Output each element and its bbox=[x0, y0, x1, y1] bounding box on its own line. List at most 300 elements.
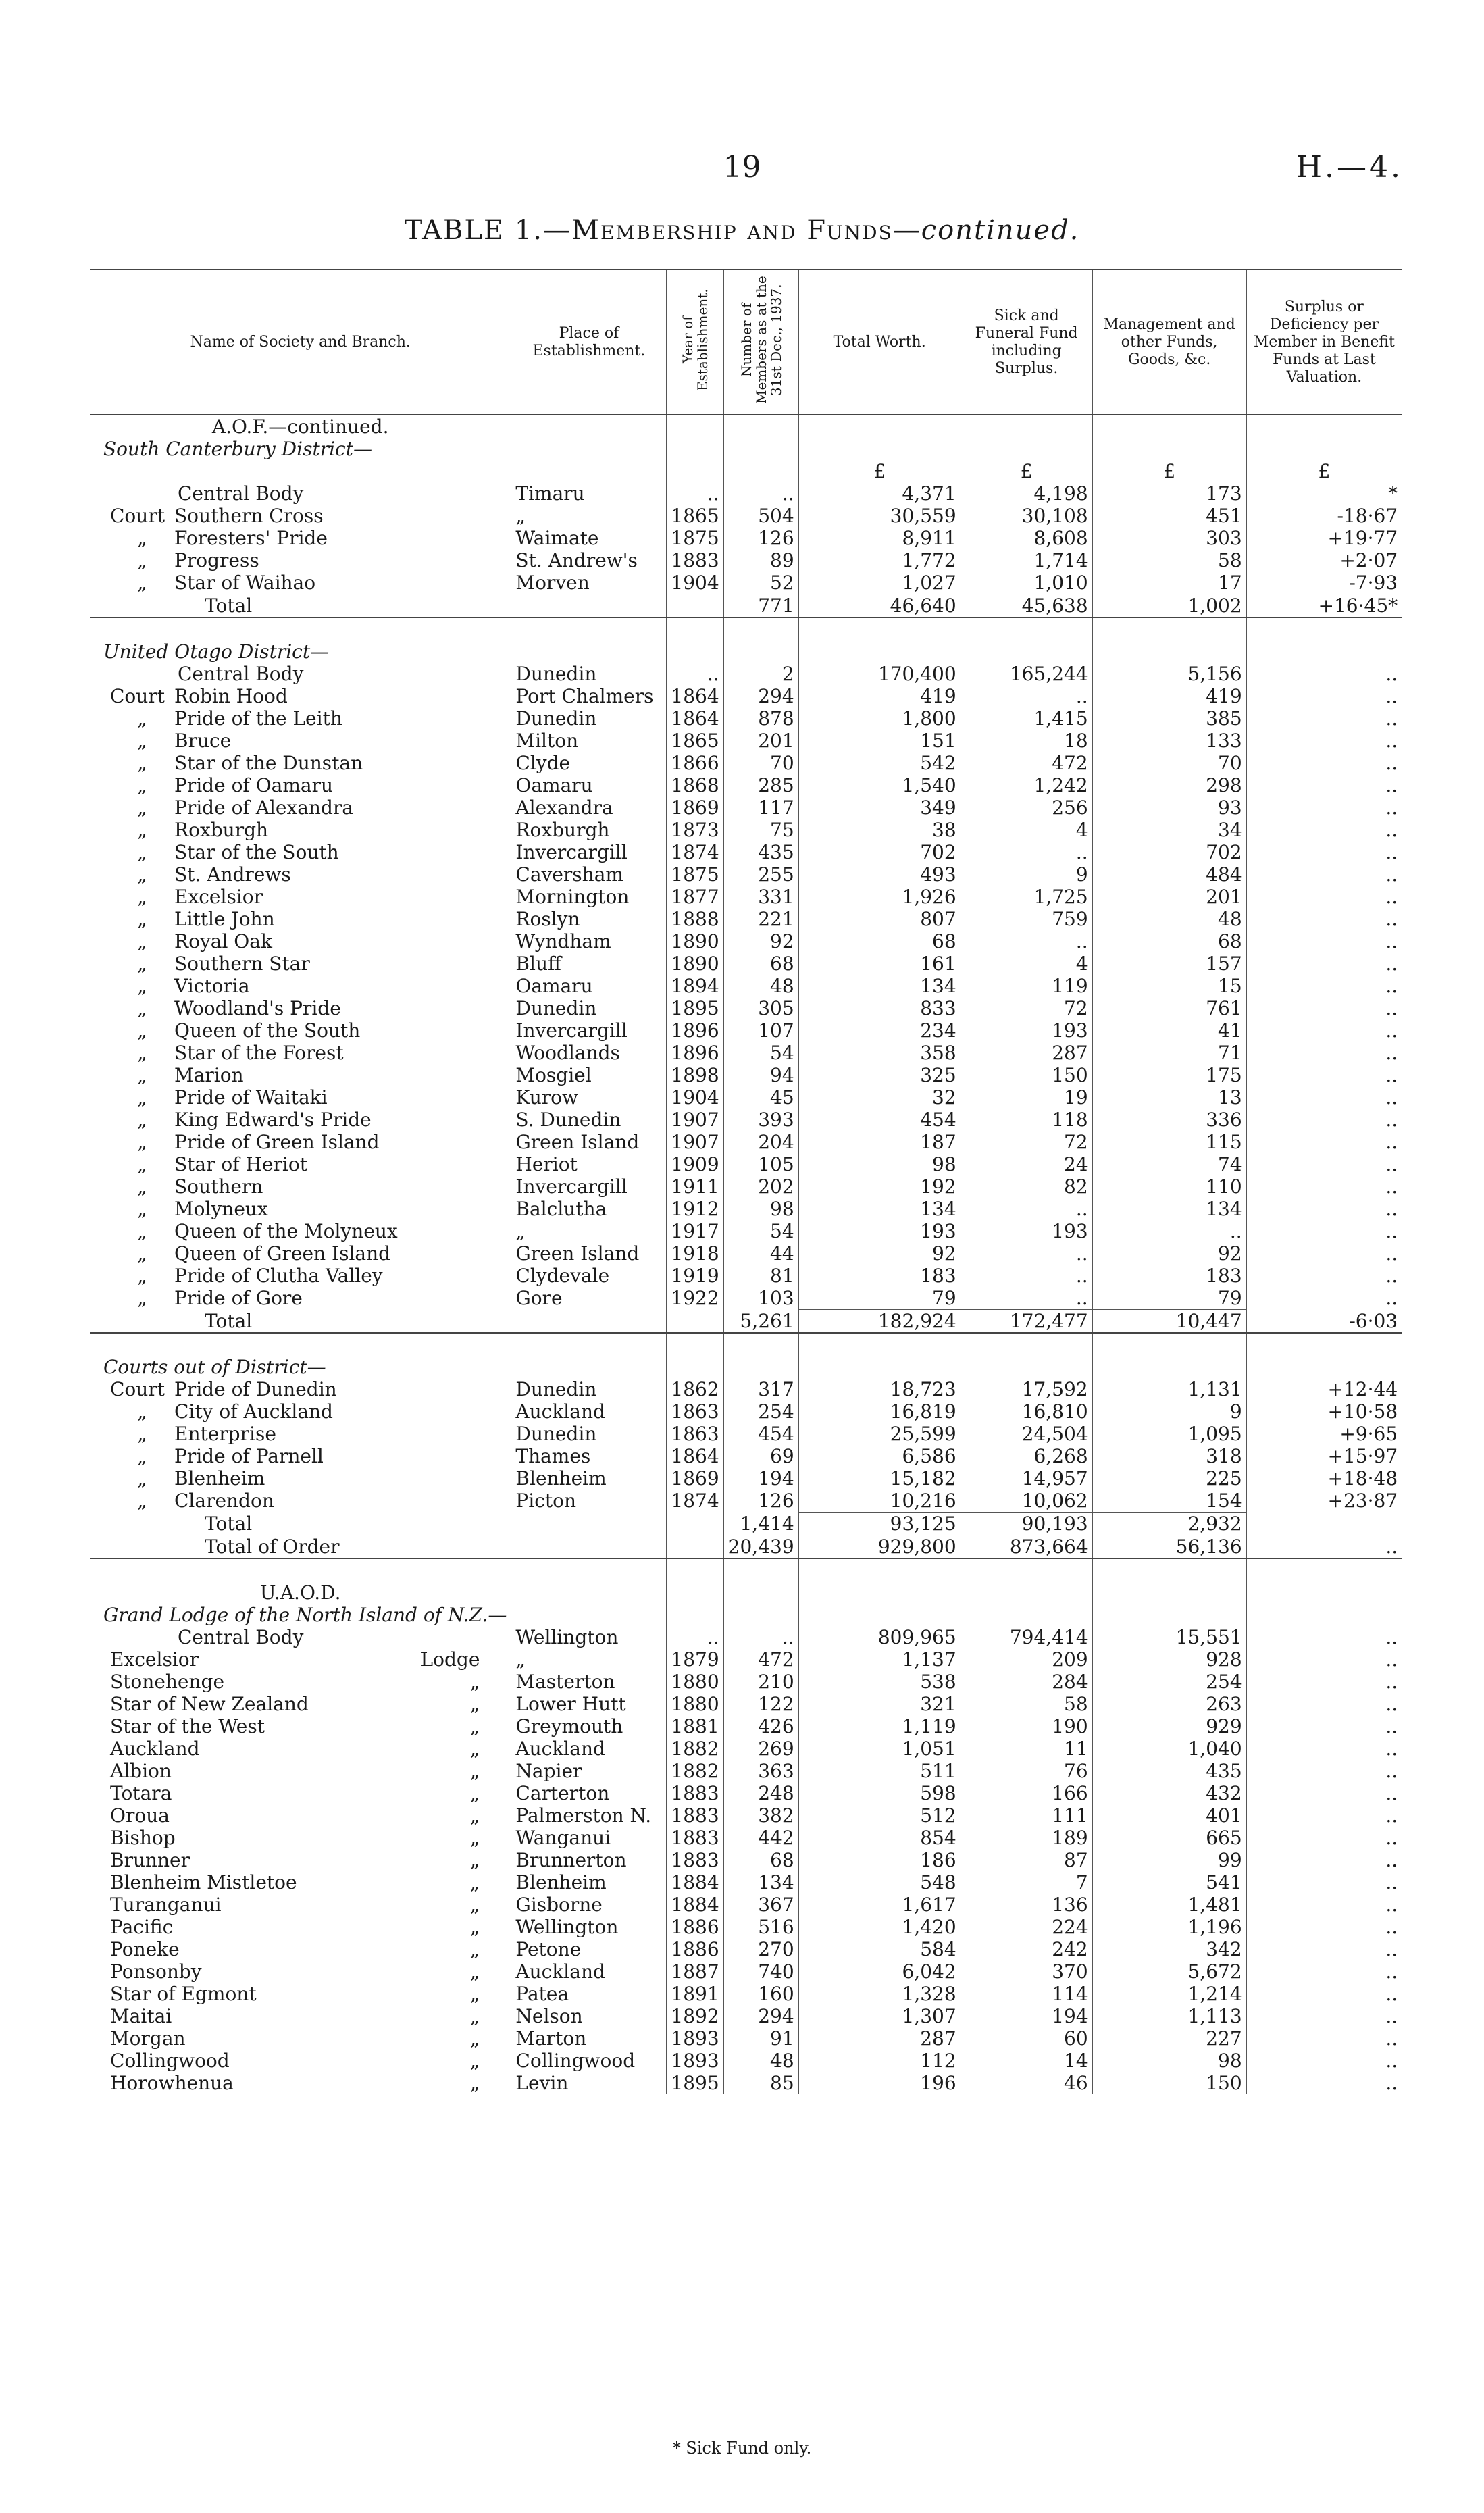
branch-name: Poneke bbox=[110, 1938, 180, 1960]
surplus-cell: .. bbox=[1246, 908, 1402, 930]
management-cell: 5,156 bbox=[1092, 663, 1246, 685]
table-row bbox=[90, 1871, 1402, 1894]
table-title-main: TABLE 1.—Membership and Funds— bbox=[404, 215, 921, 246]
year-cell: 1918 bbox=[667, 1242, 723, 1265]
members-cell: 117 bbox=[723, 796, 798, 819]
branch-prefix: „ bbox=[137, 997, 147, 1019]
empty-cell bbox=[1246, 617, 1402, 640]
surplus-cell: .. bbox=[1246, 1042, 1402, 1064]
page-reference: H.—4. bbox=[1296, 150, 1403, 184]
place-cell: Palmerston N. bbox=[511, 1804, 667, 1827]
empty-cell bbox=[667, 1581, 723, 1604]
branch-suffix: „ bbox=[469, 1871, 480, 1894]
members-cell: 254 bbox=[723, 1400, 798, 1423]
branch-name: Blenheim Mistletoe bbox=[110, 1871, 297, 1894]
branch-name: St. Andrews bbox=[174, 863, 291, 886]
surplus-cell: .. bbox=[1246, 1804, 1402, 1827]
currency-row bbox=[90, 460, 1402, 482]
table-row bbox=[90, 2005, 1402, 2027]
worth-cell: 15,182 bbox=[798, 1467, 961, 1490]
table-row bbox=[90, 663, 1402, 685]
table-row bbox=[90, 819, 1402, 841]
sick-fund-cell: 1,242 bbox=[961, 774, 1092, 796]
surplus-cell: .. bbox=[1246, 1626, 1402, 1648]
branch-name: Maitai bbox=[110, 2005, 172, 2027]
sick-fund-cell: 370 bbox=[961, 1960, 1092, 1983]
table-row bbox=[90, 1737, 1402, 1760]
table-row bbox=[90, 1042, 1402, 1064]
branch-name-cell bbox=[90, 1086, 511, 1109]
total-members: 771 bbox=[723, 594, 798, 618]
year-cell: 1886 bbox=[667, 1938, 723, 1960]
members-cell: 2 bbox=[723, 663, 798, 685]
empty-cell bbox=[90, 617, 511, 640]
empty-cell bbox=[1092, 1558, 1246, 1581]
place-cell: Oamaru bbox=[511, 975, 667, 997]
branch-prefix: „ bbox=[137, 1064, 147, 1086]
table-row bbox=[90, 930, 1402, 953]
worth-cell: 325 bbox=[798, 1064, 961, 1086]
branch-name-cell bbox=[90, 1220, 511, 1242]
members-cell: 44 bbox=[723, 1242, 798, 1265]
members-cell: 255 bbox=[723, 863, 798, 886]
header-worth: Total Worth. bbox=[798, 270, 961, 415]
surplus-cell: +18·48 bbox=[1246, 1467, 1402, 1490]
branch-name: Star of the Forest bbox=[174, 1042, 344, 1064]
members-cell: .. bbox=[723, 482, 798, 505]
worth-cell: 809,965 bbox=[798, 1626, 961, 1648]
year-cell: 1909 bbox=[667, 1153, 723, 1175]
year-cell: 1907 bbox=[667, 1109, 723, 1131]
management-cell: 115 bbox=[1092, 1131, 1246, 1153]
sick-fund-cell: 30,108 bbox=[961, 505, 1092, 527]
branch-name-cell bbox=[90, 953, 511, 975]
empty-cell bbox=[511, 640, 667, 663]
branch-name-cell bbox=[90, 1378, 511, 1400]
year-cell: 1890 bbox=[667, 930, 723, 953]
place-cell: Brunnerton bbox=[511, 1849, 667, 1871]
sick-fund-cell: 72 bbox=[961, 997, 1092, 1019]
management-cell: 9 bbox=[1092, 1400, 1246, 1423]
branch-prefix: „ bbox=[137, 1175, 147, 1198]
branch-name-cell bbox=[90, 1423, 511, 1445]
sick-fund-cell: 17,592 bbox=[961, 1378, 1092, 1400]
branch-suffix: „ bbox=[469, 1938, 480, 1960]
table-row bbox=[90, 1916, 1402, 1938]
management-cell: 150 bbox=[1092, 2072, 1246, 2094]
year-cell: 1881 bbox=[667, 1715, 723, 1737]
management-cell: 1,040 bbox=[1092, 1737, 1246, 1760]
table-row bbox=[90, 796, 1402, 819]
branch-name: Southern Star bbox=[174, 953, 310, 975]
empty-cell bbox=[961, 1356, 1092, 1378]
table-row bbox=[90, 1109, 1402, 1131]
surplus-cell: .. bbox=[1246, 1760, 1402, 1782]
worth-cell: 548 bbox=[798, 1871, 961, 1894]
worth-cell: 98 bbox=[798, 1153, 961, 1175]
place-cell: Roxburgh bbox=[511, 819, 667, 841]
branch-name: Enterprise bbox=[174, 1423, 276, 1445]
branch-name: Little John bbox=[174, 908, 275, 930]
branch-prefix: Court bbox=[110, 685, 165, 707]
branch-prefix: „ bbox=[137, 1423, 147, 1445]
empty-cell bbox=[961, 1581, 1092, 1604]
table-row bbox=[90, 1287, 1402, 1310]
place-cell: Picton bbox=[511, 1490, 667, 1513]
place-cell: Dunedin bbox=[511, 707, 667, 730]
total-label: Total bbox=[205, 1513, 253, 1535]
branch-name: Pride of Alexandra bbox=[174, 796, 353, 819]
branch-name-cell bbox=[90, 1287, 511, 1310]
members-cell: 68 bbox=[723, 953, 798, 975]
members-cell: 382 bbox=[723, 1804, 798, 1827]
empty-cell bbox=[667, 1333, 723, 1356]
branch-prefix: „ bbox=[137, 774, 147, 796]
worth-cell: 92 bbox=[798, 1242, 961, 1265]
management-cell: 154 bbox=[1092, 1490, 1246, 1513]
worth-cell: 187 bbox=[798, 1131, 961, 1153]
total-sick-fund: 45,638 bbox=[961, 594, 1092, 618]
year-cell: 1917 bbox=[667, 1220, 723, 1242]
sick-fund-cell: 242 bbox=[961, 1938, 1092, 1960]
empty-cell bbox=[798, 1581, 961, 1604]
sick-fund-cell: 82 bbox=[961, 1175, 1092, 1198]
sick-fund-cell: 24,504 bbox=[961, 1423, 1092, 1445]
empty-cell bbox=[1092, 1356, 1246, 1378]
table-row bbox=[90, 505, 1402, 527]
surplus-cell: .. bbox=[1246, 1086, 1402, 1109]
members-cell: 105 bbox=[723, 1153, 798, 1175]
section-subheading: Courts out of District— bbox=[103, 1356, 326, 1378]
sick-fund-cell: 11 bbox=[961, 1737, 1092, 1760]
table-row bbox=[90, 841, 1402, 863]
surplus-cell: +9·65 bbox=[1246, 1423, 1402, 1445]
surplus-cell: .. bbox=[1246, 953, 1402, 975]
table-row bbox=[90, 1782, 1402, 1804]
branch-prefix: Court bbox=[110, 505, 165, 527]
sick-fund-cell: .. bbox=[961, 1287, 1092, 1310]
table-row bbox=[90, 1378, 1402, 1400]
year-cell: 1883 bbox=[667, 1782, 723, 1804]
empty-cell bbox=[723, 415, 798, 438]
branch-name-cell bbox=[90, 774, 511, 796]
currency-symbol: £ bbox=[961, 460, 1092, 482]
sick-fund-cell: 72 bbox=[961, 1131, 1092, 1153]
section-subheading-row bbox=[90, 640, 1402, 663]
worth-cell: 134 bbox=[798, 975, 961, 997]
branch-name-cell bbox=[90, 572, 511, 594]
branch-name-cell bbox=[90, 2072, 511, 2094]
year-cell: 1868 bbox=[667, 774, 723, 796]
worth-cell: 807 bbox=[798, 908, 961, 930]
worth-cell: 183 bbox=[798, 1265, 961, 1287]
members-cell: 204 bbox=[723, 1131, 798, 1153]
sick-fund-cell: 472 bbox=[961, 752, 1092, 774]
place-cell: Wyndham bbox=[511, 930, 667, 953]
branch-name-cell bbox=[90, 975, 511, 997]
place-cell: Morven bbox=[511, 572, 667, 594]
management-cell: 93 bbox=[1092, 796, 1246, 819]
branch-name-cell bbox=[90, 1445, 511, 1467]
place-cell: Dunedin bbox=[511, 663, 667, 685]
empty-cell bbox=[667, 1604, 723, 1626]
management-cell: 1,214 bbox=[1092, 1983, 1246, 2005]
surplus-cell: .. bbox=[1246, 1737, 1402, 1760]
total-members: 5,261 bbox=[723, 1310, 798, 1334]
members-cell: 426 bbox=[723, 1715, 798, 1737]
members-cell: 248 bbox=[723, 1782, 798, 1804]
surplus-cell: +12·44 bbox=[1246, 1378, 1402, 1400]
sick-fund-cell: 16,810 bbox=[961, 1400, 1092, 1423]
management-cell: 5,672 bbox=[1092, 1960, 1246, 1983]
branch-name: Victoria bbox=[174, 975, 250, 997]
place-cell: Auckland bbox=[511, 1400, 667, 1423]
empty-cell bbox=[961, 1604, 1092, 1626]
branch-name: Clarendon bbox=[174, 1490, 274, 1513]
sick-fund-cell: 14,957 bbox=[961, 1467, 1092, 1490]
sick-fund-cell: 4 bbox=[961, 953, 1092, 975]
members-cell: 52 bbox=[723, 572, 798, 594]
branch-name-cell bbox=[90, 1490, 511, 1513]
management-cell: 13 bbox=[1092, 1086, 1246, 1109]
year-cell: 1890 bbox=[667, 953, 723, 975]
year-cell: 1895 bbox=[667, 997, 723, 1019]
sick-fund-cell: 189 bbox=[961, 1827, 1092, 1849]
branch-name-cell bbox=[90, 1983, 511, 2005]
surplus-cell: .. bbox=[1246, 1153, 1402, 1175]
branch-suffix: „ bbox=[469, 1894, 480, 1916]
worth-cell: 542 bbox=[798, 752, 961, 774]
year-cell: 1893 bbox=[667, 2050, 723, 2072]
members-cell: 70 bbox=[723, 752, 798, 774]
branch-suffix: „ bbox=[469, 1737, 480, 1760]
place-cell: Kurow bbox=[511, 1086, 667, 1109]
branch-name-cell bbox=[90, 1827, 511, 1849]
branch-name-cell bbox=[90, 2050, 511, 2072]
branch-name-cell bbox=[90, 1894, 511, 1916]
worth-cell: 584 bbox=[798, 1938, 961, 1960]
sick-fund-cell: 4 bbox=[961, 819, 1092, 841]
header-row bbox=[90, 270, 1402, 415]
surplus-cell: .. bbox=[1246, 730, 1402, 752]
members-cell: 317 bbox=[723, 1378, 798, 1400]
worth-cell: 6,586 bbox=[798, 1445, 961, 1467]
branch-name: Horowhenua bbox=[110, 2072, 234, 2094]
surplus-cell: .. bbox=[1246, 1894, 1402, 1916]
branch-prefix: „ bbox=[137, 841, 147, 863]
empty-cell bbox=[511, 1535, 667, 1559]
year-cell: 1862 bbox=[667, 1378, 723, 1400]
year-cell: 1919 bbox=[667, 1265, 723, 1287]
branch-name-cell bbox=[90, 1760, 511, 1782]
management-cell: 1,196 bbox=[1092, 1916, 1246, 1938]
year-cell: 1884 bbox=[667, 1894, 723, 1916]
empty-cell bbox=[798, 438, 961, 460]
section-subheading-row bbox=[90, 1604, 1402, 1626]
table-row bbox=[90, 1423, 1402, 1445]
surplus-cell: .. bbox=[1246, 2072, 1402, 2094]
branch-name-cell bbox=[90, 730, 511, 752]
branch-prefix: „ bbox=[137, 1153, 147, 1175]
place-cell: Bluff bbox=[511, 953, 667, 975]
worth-cell: 25,599 bbox=[798, 1423, 961, 1445]
management-cell: 263 bbox=[1092, 1693, 1246, 1715]
section-subheading: Grand Lodge of the North Island of N.Z.— bbox=[103, 1604, 507, 1626]
worth-cell: 193 bbox=[798, 1220, 961, 1242]
empty-cell bbox=[798, 640, 961, 663]
sick-fund-cell: 209 bbox=[961, 1648, 1092, 1671]
branch-name-cell bbox=[90, 2027, 511, 2050]
year-cell: 1874 bbox=[667, 841, 723, 863]
table-row bbox=[90, 1715, 1402, 1737]
empty-cell bbox=[1246, 1333, 1402, 1356]
members-cell: 107 bbox=[723, 1019, 798, 1042]
branch-prefix: „ bbox=[137, 1131, 147, 1153]
management-cell: 541 bbox=[1092, 1871, 1246, 1894]
empty-cell bbox=[511, 617, 667, 640]
branch-name: Central Body bbox=[178, 482, 304, 505]
management-cell: 1,095 bbox=[1092, 1423, 1246, 1445]
place-cell: Collingwood bbox=[511, 2050, 667, 2072]
worth-cell: 321 bbox=[798, 1693, 961, 1715]
year-cell: 1922 bbox=[667, 1287, 723, 1310]
branch-prefix: „ bbox=[137, 1287, 147, 1310]
management-cell: 336 bbox=[1092, 1109, 1246, 1131]
place-cell: Napier bbox=[511, 1760, 667, 1782]
year-cell: 1893 bbox=[667, 2027, 723, 2050]
surplus-cell: .. bbox=[1246, 1849, 1402, 1871]
branch-name: Pride of Green Island bbox=[174, 1131, 380, 1153]
members-cell: 134 bbox=[723, 1871, 798, 1894]
table-row bbox=[90, 1626, 1402, 1648]
year-cell: 1883 bbox=[667, 1827, 723, 1849]
members-cell: 393 bbox=[723, 1109, 798, 1131]
empty-cell bbox=[961, 617, 1092, 640]
branch-name: Central Body bbox=[178, 1626, 304, 1648]
year-cell: 1895 bbox=[667, 2072, 723, 2094]
place-cell: „ bbox=[511, 1648, 667, 1671]
empty-cell bbox=[511, 1356, 667, 1378]
place-cell: Mornington bbox=[511, 886, 667, 908]
members-cell: 294 bbox=[723, 685, 798, 707]
members-cell: 45 bbox=[723, 1086, 798, 1109]
empty-cell bbox=[961, 438, 1092, 460]
surplus-cell: .. bbox=[1246, 1960, 1402, 1983]
header-name: Name of Society and Branch. bbox=[90, 270, 511, 415]
branch-name: Southern bbox=[174, 1175, 263, 1198]
table-row bbox=[90, 953, 1402, 975]
total-management: 56,136 bbox=[1092, 1535, 1246, 1559]
year-cell: 1865 bbox=[667, 505, 723, 527]
place-cell: Balclutha bbox=[511, 1198, 667, 1220]
surplus-cell: .. bbox=[1246, 707, 1402, 730]
table-row bbox=[90, 752, 1402, 774]
place-cell: Thames bbox=[511, 1445, 667, 1467]
branch-suffix: „ bbox=[469, 2072, 480, 2094]
header-members-label: Number of Members as at the 31st Dec., 1937. bbox=[738, 276, 784, 404]
branch-name-cell bbox=[90, 685, 511, 707]
surplus-cell: -7·93 bbox=[1246, 572, 1402, 594]
members-cell: 442 bbox=[723, 1827, 798, 1849]
branch-name: Pride of Waitaki bbox=[174, 1086, 328, 1109]
empty-cell bbox=[90, 1558, 511, 1581]
table-row bbox=[90, 1400, 1402, 1423]
total-label: Total of Order bbox=[90, 1535, 511, 1559]
membership-funds-table bbox=[90, 269, 1402, 2094]
management-cell: 385 bbox=[1092, 707, 1246, 730]
worth-cell: 10,216 bbox=[798, 1490, 961, 1513]
branch-prefix: „ bbox=[137, 752, 147, 774]
branch-prefix: Court bbox=[110, 1378, 165, 1400]
section-spacer bbox=[90, 1333, 1402, 1356]
table-row bbox=[90, 2072, 1402, 2094]
branch-name-cell bbox=[90, 1175, 511, 1198]
sick-fund-cell: 759 bbox=[961, 908, 1092, 930]
management-cell: 1,113 bbox=[1092, 2005, 1246, 2027]
year-cell: .. bbox=[667, 482, 723, 505]
members-cell: 122 bbox=[723, 1693, 798, 1715]
place-cell: Dunedin bbox=[511, 1423, 667, 1445]
management-cell: 41 bbox=[1092, 1019, 1246, 1042]
surplus-cell: .. bbox=[1246, 1671, 1402, 1693]
branch-name: Marion bbox=[174, 1064, 244, 1086]
branch-prefix: „ bbox=[137, 1220, 147, 1242]
place-cell: Port Chalmers bbox=[511, 685, 667, 707]
worth-cell: 6,042 bbox=[798, 1960, 961, 1983]
worth-cell: 419 bbox=[798, 685, 961, 707]
table-row bbox=[90, 908, 1402, 930]
branch-name: Auckland bbox=[110, 1737, 200, 1760]
branch-name: Pacific bbox=[110, 1916, 174, 1938]
surplus-cell: .. bbox=[1246, 841, 1402, 863]
branch-name-cell bbox=[90, 930, 511, 953]
branch-name: Stonehenge bbox=[110, 1671, 225, 1693]
empty-cell bbox=[667, 1513, 723, 1535]
total-row bbox=[90, 1310, 1402, 1334]
branch-suffix: „ bbox=[469, 1916, 480, 1938]
branch-name: Turanganui bbox=[110, 1894, 222, 1916]
table-row bbox=[90, 1490, 1402, 1513]
year-cell: 1896 bbox=[667, 1019, 723, 1042]
surplus-cell: .. bbox=[1246, 1220, 1402, 1242]
place-cell: Roslyn bbox=[511, 908, 667, 930]
sick-fund-cell: 8,608 bbox=[961, 527, 1092, 549]
place-cell: Green Island bbox=[511, 1131, 667, 1153]
members-cell: 126 bbox=[723, 1490, 798, 1513]
place-cell: Lower Hutt bbox=[511, 1693, 667, 1715]
table-row bbox=[90, 886, 1402, 908]
branch-name-cell bbox=[90, 863, 511, 886]
members-cell: 160 bbox=[723, 1983, 798, 2005]
section-heading-row bbox=[90, 1581, 1402, 1604]
sick-fund-cell: 6,268 bbox=[961, 1445, 1092, 1467]
worth-cell: 1,137 bbox=[798, 1648, 961, 1671]
table-row bbox=[90, 1175, 1402, 1198]
year-cell: 1879 bbox=[667, 1648, 723, 1671]
branch-name: Progress bbox=[174, 549, 259, 572]
section-spacer bbox=[90, 1558, 1402, 1581]
empty-cell bbox=[667, 617, 723, 640]
currency-symbol: £ bbox=[798, 460, 961, 482]
worth-cell: 1,926 bbox=[798, 886, 961, 908]
sick-fund-cell: 18 bbox=[961, 730, 1092, 752]
surplus-cell: .. bbox=[1246, 1265, 1402, 1287]
table-row bbox=[90, 1648, 1402, 1671]
table-row bbox=[90, 730, 1402, 752]
empty-cell bbox=[723, 1356, 798, 1378]
total-worth: 929,800 bbox=[798, 1535, 961, 1559]
total-worth: 93,125 bbox=[798, 1513, 961, 1535]
